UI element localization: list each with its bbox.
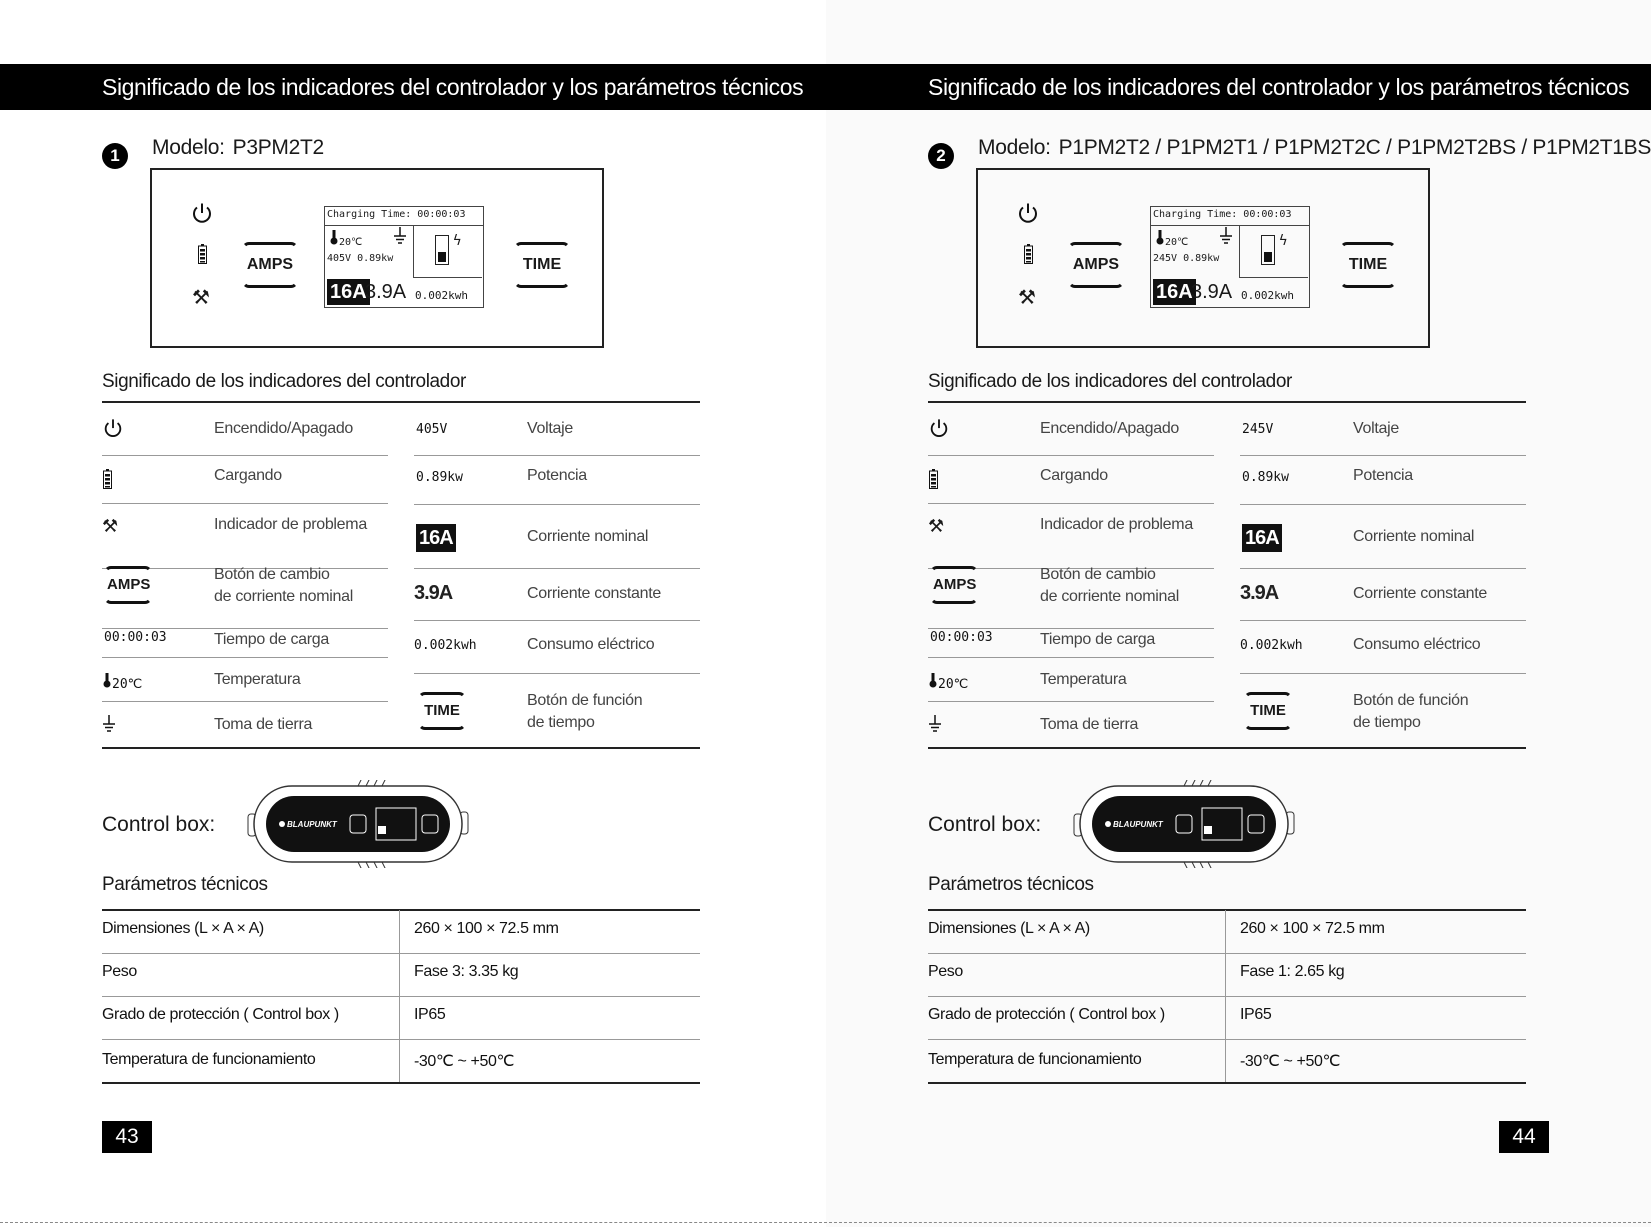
temp-code-value: 20℃ [112,677,143,692]
temp-code [928,672,968,692]
wrench-icon: ⚒ [192,287,210,309]
ground-icon [102,715,116,738]
energy-code: 0.002kwh [414,638,477,653]
controller-panel-diagram [976,168,1430,348]
section-number-badge: 1 [102,143,128,169]
time-button[interactable]: TIME [514,242,570,288]
indicator-label: Corriente constante [527,585,661,602]
row-divider [928,953,1526,954]
battery-icon [103,468,112,490]
row-divider [928,455,1214,456]
param-name: Dimensiones (L × A × A) [928,920,1090,937]
params-bottom-rule [102,1082,700,1084]
header-title: Significado de los indicadores del controlador y los parámetros técnicos [928,74,1630,100]
page-number: 43 [102,1121,152,1153]
param-value: 260 × 100 × 72.5 mm [1240,920,1385,937]
indicator-label: Botón de cambio [214,566,330,583]
control-box-device-image [1066,780,1302,868]
lcd-nominal-current: 16A [327,279,370,305]
indicator-label: Tiempo de carga [214,631,329,648]
model-value: P3PM2T2 [232,136,324,159]
indicator-label: Toma de tierra [214,716,313,733]
indicator-label: Corriente nominal [1353,528,1475,545]
wrench-icon: ⚒ [1018,287,1036,309]
indicator-label: de corriente nominal [1040,588,1179,605]
amps-icon: AMPS [104,566,152,604]
row-divider [1240,620,1526,621]
thermometer-icon [1155,237,1165,248]
row-divider [1240,568,1526,569]
header-bar [826,64,1651,110]
row-divider [414,673,700,674]
lcd-voltage-power: 245V 0.89kw [1153,253,1220,264]
temp-code-value: 20℃ [938,677,969,692]
power-icon [190,202,214,226]
thermometer-icon [928,677,938,692]
amps-button[interactable]: AMPS [242,242,298,288]
lcd-energy: 0.002kwh [415,289,468,302]
battery-icon [929,468,938,490]
lcd-temp-value: 20℃ [339,237,363,248]
params-title: Parámetros técnicos [928,874,1094,895]
lcd-screen [1150,206,1310,308]
model-line [978,136,1651,160]
indicators-bottom-rule [928,747,1526,749]
indicators-bottom-rule [102,747,700,749]
param-value: -30℃ ~ +50℃ [414,1053,515,1070]
power-code: 0.89kw [1242,470,1289,485]
params-top-rule [928,909,1526,911]
params-top-rule [102,909,700,911]
row-divider [102,628,388,629]
row-divider [102,657,388,658]
param-value: -30℃ ~ +50℃ [1240,1053,1341,1070]
indicator-label: Potencia [1353,467,1413,484]
control-box-label: Control box: [928,813,1042,836]
row-divider [928,701,1214,702]
indicators-top-rule [928,401,1526,403]
row-divider [102,953,700,954]
param-value: IP65 [1240,1006,1272,1023]
lcd-temp-value: 20℃ [1165,237,1189,248]
row-divider [102,701,388,702]
control-box-device-image [240,780,476,868]
control-box-label: Control box: [102,813,216,836]
row-divider [102,1039,700,1040]
lcd-constant-current: 3.9A [1191,281,1233,303]
lcd-charging-time: Charging Time: 00:00:03 [327,209,466,220]
param-value: Fase 1: 2.65 kg [1240,963,1345,980]
row-divider [1240,455,1526,456]
column-divider [1225,910,1226,1082]
row-divider [414,620,700,621]
params-title: Parámetros técnicos [102,874,268,895]
lightning-icon: ϟ [453,233,462,249]
param-name: Temperatura de funcionamiento [102,1051,316,1068]
lcd-temperature [329,229,362,248]
wrench-icon: ⚒ [102,516,119,536]
row-divider [928,628,1214,629]
row-divider [928,657,1214,658]
amps-icon: AMPS [930,566,978,604]
lcd-nominal-current: 16A [1153,279,1196,305]
nominal-current-code: 16A [416,524,456,552]
indicator-label: Consumo eléctrico [1353,636,1481,653]
power-icon [102,418,124,440]
battery-icon [1024,244,1033,264]
indicator-label: Potencia [527,467,587,484]
time-icon: TIME [1244,692,1292,730]
power-icon [928,418,950,440]
power-icon [1016,202,1040,226]
voltage-code: 245V [1242,422,1274,437]
thermometer-icon [329,237,339,248]
device-brand-text: BLAUPUNKT [287,820,337,829]
lcd-battery-icon [435,235,449,265]
lcd-constant-current: 3.9A [365,281,407,303]
indicator-label: de tiempo [1353,714,1421,731]
time-button[interactable]: TIME [1340,242,1396,288]
lcd-screen [324,206,484,308]
time-code: 00:00:03 [930,630,993,645]
lcd-battery-icon [1261,235,1275,265]
indicator-label: Cargando [1040,467,1108,484]
header-title: Significado de los indicadores del controlador y los parámetros técnicos [102,74,804,100]
param-name: Dimensiones (L × A × A) [102,920,264,937]
params-bottom-rule [928,1082,1526,1084]
page-number: 44 [1499,1121,1549,1153]
nominal-current-code: 16A [1242,524,1282,552]
indicator-label: Tiempo de carga [1040,631,1155,648]
indicator-label: Encendido/Apagado [1040,420,1180,437]
row-divider [414,455,700,456]
amps-button[interactable]: AMPS [1068,242,1124,288]
row-divider [102,996,700,997]
row-divider [928,1039,1526,1040]
indicator-label: Voltaje [1353,420,1399,437]
lcd-energy: 0.002kwh [1241,289,1294,302]
row-divider [928,503,1214,504]
section-number-badge: 2 [928,143,954,169]
param-name: Peso [928,963,963,980]
indicator-label: de corriente nominal [214,588,353,605]
row-divider [1240,504,1526,505]
indicators-title: Significado de los indicadores del controlador [928,371,1292,392]
indicator-label: Toma de tierra [1040,716,1139,733]
row-divider [102,503,388,504]
param-name: Peso [102,963,137,980]
indicator-label: de tiempo [527,714,595,731]
ground-icon [393,227,407,248]
constant-current-code: 3.9A [1240,582,1279,604]
row-divider [928,996,1526,997]
header-bar [0,64,826,110]
param-value: 260 × 100 × 72.5 mm [414,920,559,937]
row-divider [414,568,700,569]
indicator-label: Cargando [214,467,282,484]
page-right [826,0,1651,1227]
indicator-label: Temperatura [214,671,301,688]
model-value: P1PM2T2 / P1PM2T1 / P1PM2T2C / P1PM2T2BS / P1PM2T1BS [1058,136,1651,159]
model-label: Modelo: [152,136,225,159]
lcd-temperature [1155,229,1188,248]
wrench-icon: ⚒ [928,516,945,536]
thermometer-icon [102,677,112,692]
param-value: IP65 [414,1006,446,1023]
ground-icon [928,715,942,738]
lcd-voltage-power: 405V 0.89kw [327,253,394,264]
row-divider [414,504,700,505]
time-icon: TIME [418,692,466,730]
controller-panel-diagram [150,168,604,348]
indicator-label: Corriente nominal [527,528,649,545]
param-name: Grado de protección ( Control box ) [928,1006,1165,1023]
row-divider [102,455,388,456]
param-name: Grado de protección ( Control box ) [102,1006,339,1023]
indicator-label: Temperatura [1040,671,1127,688]
page-bottom-line [0,1222,1651,1224]
temp-code [102,672,142,692]
column-divider [399,910,400,1082]
voltage-code: 405V [416,422,448,437]
time-code: 00:00:03 [104,630,167,645]
param-name: Temperatura de funcionamiento [928,1051,1142,1068]
constant-current-code: 3.9A [414,582,453,604]
lightning-icon: ϟ [1279,233,1288,249]
model-line [152,136,324,160]
indicators-top-rule [102,401,700,403]
model-label: Modelo: [978,136,1051,159]
device-brand-text: BLAUPUNKT [1113,820,1163,829]
indicator-label: Encendido/Apagado [214,420,354,437]
indicator-label: Botón de función [527,692,643,709]
battery-icon [198,244,207,264]
indicator-label: Botón de cambio [1040,566,1156,583]
indicator-label: Indicador de problema [214,516,367,533]
indicators-title: Significado de los indicadores del controlador [102,371,466,392]
lcd-charging-time: Charging Time: 00:00:03 [1153,209,1292,220]
power-code: 0.89kw [416,470,463,485]
energy-code: 0.002kwh [1240,638,1303,653]
indicator-label: Consumo eléctrico [527,636,655,653]
indicator-label: Indicador de problema [1040,516,1193,533]
indicator-label: Corriente constante [1353,585,1487,602]
indicator-label: Botón de función [1353,692,1469,709]
ground-icon [1219,227,1233,248]
indicator-label: Voltaje [527,420,573,437]
row-divider [1240,673,1526,674]
param-value: Fase 3: 3.35 kg [414,963,519,980]
